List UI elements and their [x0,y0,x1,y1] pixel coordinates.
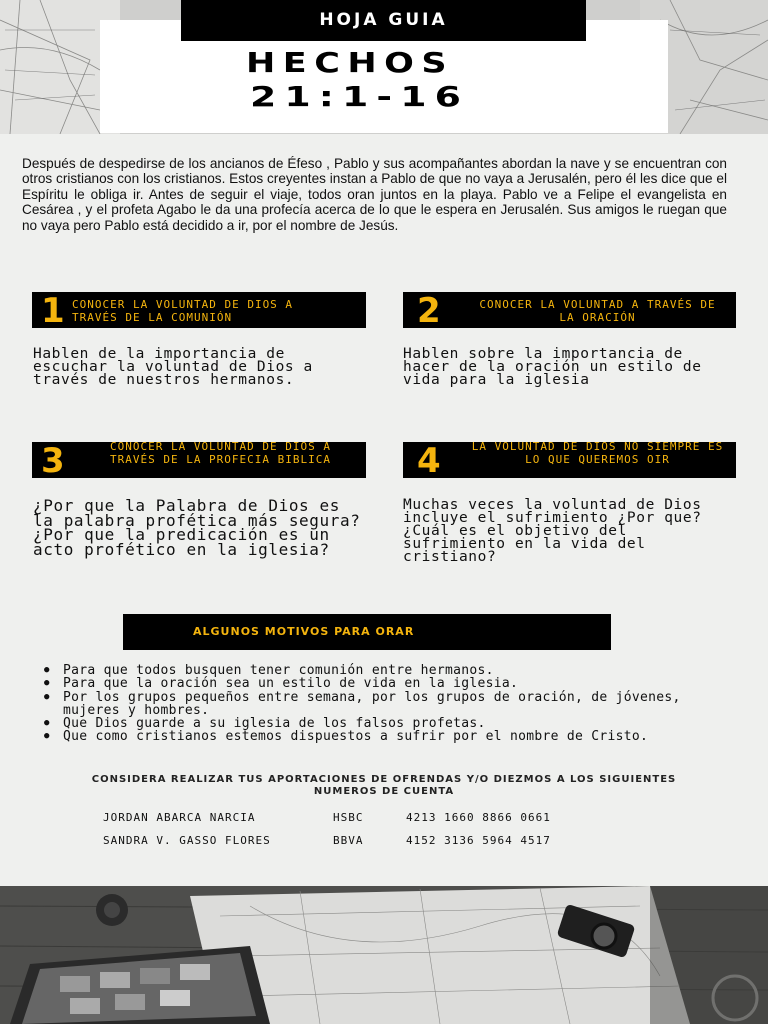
account-1-bank: HSBC [333,811,364,824]
header-tag: HOJA GUIA [181,0,586,41]
list-item: ● Para que todos busquen tener comunión entre hermanos. [40,664,730,677]
list-item: ● Que como cristianos estemos dispuestos a sufrir por el nombre de Cristo. [40,730,730,743]
account-2-name: SANDRA V. GASSO FLORES [103,834,271,847]
list-item: ● Para que la oración sea un estilo de vida en la iglesia. [40,677,730,690]
page-title-book: HECHOS [246,46,455,79]
account-1-name: JORDAN ABARCA NARCIA [103,811,256,824]
list-item: ● Que Dios guarde a su iglesia de los falsos profetas. [40,717,730,730]
section-1-text: Hablen de la importancia de escuchar la voluntad de Dios a través de nuestros hermanos. [33,346,313,388]
section-2-number: 2 [417,291,441,331]
section-4-number: 4 [417,441,441,481]
account-2-bank: BBVA [333,834,364,847]
donation-note: CONSIDERA REALIZAR TUS APORTACIONES DE OFRENDAS Y/O DIEZMOS A LOS SIGUIENTES NUMEROS DE CUENTA [91,774,677,797]
intro-paragraph: Después de despedirse de los ancianos de Éfeso , Pablo y sus acompañantes abordan la nave y se encuentran con otros cristianos con los cristianos. Estos creyentes instan a Pablo de que no vaya a Jerusalén, pero él les dice que el Espíritu le obliga ir. Antes de seguir el viaje, todos oran juntos en la playa. Pablo ve a Felipe el evangelista en Cesárea , y el profeta Agabo le da una profecía acerca de lo que le espera en Jerusalén. Sus amigos le ruegan que no vaya pero Pablo está decidido a ir, por el nombre de Jesús. [22,156,727,233]
section-3-number: 3 [41,441,65,481]
section-1-number: 1 [41,291,65,331]
section-2-label: CONOCER LA VOLUNTAD A TRAVÉS DE LA ORACIÓN [479,298,716,324]
list-item: ● Por los grupos pequeños entre semana, por los grupos de oración, de jóvenes, mujeres y hombres. [40,691,730,718]
motives-list [40,664,730,744]
section-2-text: Hablen sobre la importancia de hacer de la oración un estilo de vida para la iglesia [403,346,702,388]
footer-desk-photo [0,886,768,1024]
page-title-chapter: 21:1-16 [250,80,470,113]
section-4-label: LA VOLUNTAD DE DIOS NO SIEMPRE ES LO QUE QUEREMOS OIR [471,440,724,466]
account-1-number: 4213 1660 8866 0661 [406,811,551,824]
account-2-number: 4152 3136 5964 4517 [406,834,551,847]
section-3-text: ¿Por que la Palabra de Dios es la palabra profética más segura?¿Por que la predicación es un acto profético en la iglesia? [33,496,361,559]
section-4-text: Muchas veces la voluntad de Dios incluye el sufrimiento ¿Por que? ¿Cuál es el objetivo del sufrimiento en la vida del cristiano? [403,497,702,565]
section-3-label: CONOCER LA VOLUNTAD DE DIOS A TRAVÉS DE LA PROFECIA BIBLICA [109,440,332,466]
section-1-label: CONOCER LA VOLUNTAD DE DIOS A TRAVÉS DE LA COMUNIÓN [72,298,294,324]
motives-title: ALGUNOS MOTIVOS PARA ORAR [123,614,611,650]
